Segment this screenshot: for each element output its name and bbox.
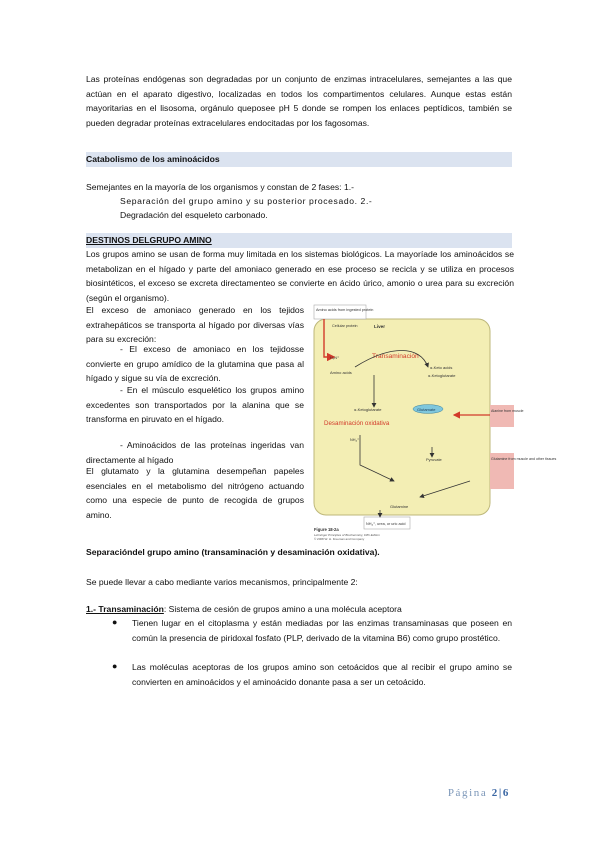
catabolismo-line1: Semejantes en la mayoría de los organismos y constan de 2 fases: 1.- (86, 182, 354, 192)
liver-background (314, 319, 490, 515)
glutamate-label: Glutamate (417, 407, 436, 412)
glutamine-box-label: Glutamine from muscle and other tissues (491, 457, 557, 461)
page-number-footer (448, 787, 510, 799)
transaminacion-label: Transaminación (372, 353, 419, 360)
figure-nitrogen-metabolism (310, 305, 557, 541)
separacion-line: Se puede llevar a cabo mediante varios mecanismos, principalmente 2: (86, 577, 358, 587)
transaminacion-item-label: 1.- Transaminación (86, 604, 164, 614)
bullet-plp: Tienen lugar en el citoplasma y están mediadas por las enzimas transaminasas que poseen en común la presencia de piridoxal fosfato (PLP, derivado de la vitamina B6) como grupo prostético. (132, 618, 512, 643)
catabolismo-line2: Separación del grupo amino y su posterior procesado. 2.- (120, 196, 373, 206)
col-glutamato: El glutamato y la glutamina desempeñan papeles esenciales en el metabolismo del nitrógeno actuando como una especie de punto de recogida de grupos amino. (86, 466, 304, 520)
cellular-protein-label: Cellular protein (332, 324, 358, 328)
footer-page: 2 (491, 787, 499, 799)
footer-sep: | (498, 787, 503, 799)
bullet-cetoacidos: Las moléculas aceptoras de los grupos amino son cetoácidos que al recibir el grupo amino se convierten en aminoácidos y el aminoácido donante pasa a ser un cetoácido. (132, 662, 512, 687)
section-heading-catabolismo: Catabolismo de los aminoácidos (86, 154, 220, 164)
nh3-label-1: H₃N⁺ (330, 356, 340, 360)
caption-line1: Lehninger Principles of Biochemistry, Fifth Edition (314, 533, 380, 537)
bullet-dot-1: ● (112, 617, 118, 627)
transaminacion-item-text: : Sistema de cesión de grupos amino a una molécula aceptora (163, 604, 402, 614)
col-bullet-glutamina: - El exceso de amoniaco en los tejidosse convierte en grupo amídico de la glutamina que pasa al hígado y sigue su vía de excreción. (86, 344, 304, 384)
pyruvate-label: Pyruvate (426, 457, 442, 462)
ketoglutarate-label-2: α-Ketoglutarate (354, 407, 382, 412)
excretion-label: NH₄⁺, urea, or uric acid (366, 522, 406, 526)
section-band-destinos (86, 233, 512, 248)
bullet-dot-2: ● (112, 661, 118, 671)
nh4-label-1: NH₄⁺ (350, 438, 360, 442)
keto-acids-label: α-Keto acids (430, 365, 453, 370)
alanine-box-label: Alanine from muscle (491, 409, 524, 413)
col-bullet-aminoacidos: - Aminoácidos de las proteínas ingeridas van directamente al hígado (86, 440, 304, 465)
section-heading-separacion: Separacióndel grupo amino (transaminación y desaminación oxidativa). (86, 547, 380, 557)
desaminacion-label: Desaminación oxidativa (324, 420, 390, 427)
liver-label: Liver (374, 324, 385, 329)
caption-line2: © 2008 W. H. Freeman and Company (314, 537, 365, 541)
col-intro: El exceso de amoniaco generado en los tejidos extrahepáticos se transporta al hígado por diversas vías para su excreción: (86, 305, 304, 345)
col-bullet-alanina: - En el músculo esquelético los grupos amino excedentes son transportados por la alanina que se transforma en piruvato en el hígado. (86, 385, 304, 425)
destinos-paragraph: Los grupos amino se usan de forma muy limitada en los sistemas biológicos. La mayoríade los aminoácidos se metabolizan en el hígado y parte del amoniaco generado en ese proceso se recicla y se utiliza en procesos biosintéticos, el exceso se excreta directamenteo se convierte en ácido úrico, amonio o urea para su excreción (según el organismo). (86, 249, 514, 303)
footer-label: Página (447, 787, 488, 799)
transaminacion-item (86, 602, 516, 617)
footer-total: 6 (502, 787, 510, 799)
catabolismo-line3: Degradación del esqueleto carbonado. (120, 210, 268, 220)
caption-title: Figure 18-2a (314, 527, 339, 532)
section-heading-destinos: DESTINOS DELGRUPO AMINO (86, 235, 212, 245)
top-box-label: Amino acids from ingested protein (316, 308, 374, 312)
amino-acids-label: Amino acids (330, 370, 352, 375)
intro-paragraph: Las proteínas endógenas son degradadas por un conjunto de enzimas intracelulares, semejantes a las que actúan en el aparato digestivo, localizadas en todos los compartimentos celulares. Aunque estas están mayoritarias en el lisosoma, orgánulo queposee pH 5 donde se rompen los enlaces peptídicos, también se pueden degradar proteínas extracelulares endocitadas por los fagosomas. (86, 74, 512, 128)
glutamine-label: Glutamine (390, 504, 409, 509)
ketoglutarate-label-1: α-Ketoglutarate (428, 373, 456, 378)
section-band-catabolismo (86, 152, 512, 167)
